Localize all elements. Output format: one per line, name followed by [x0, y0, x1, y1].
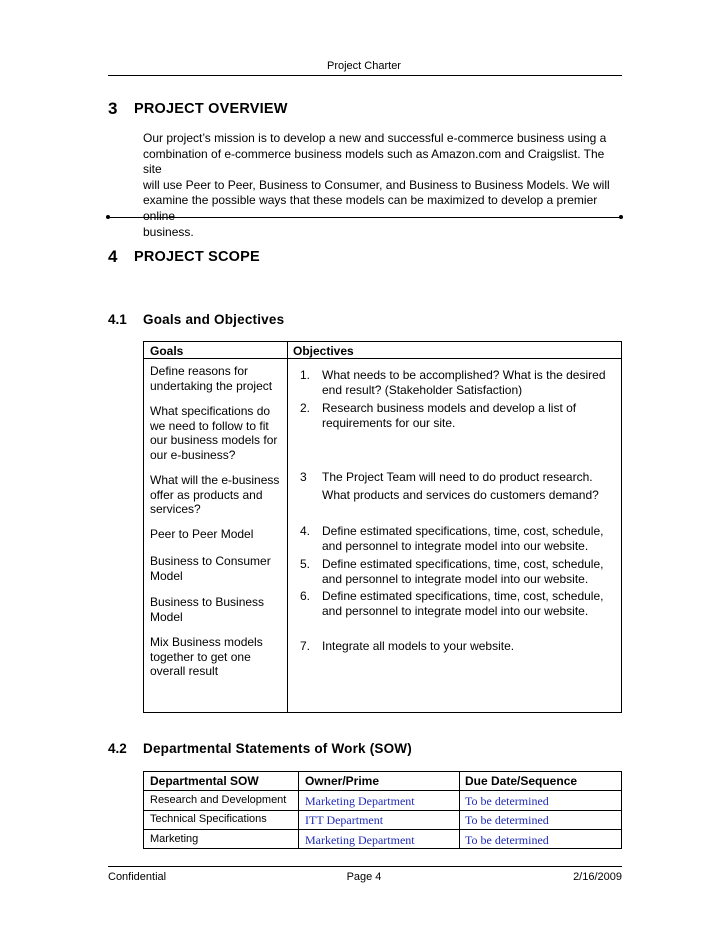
goal-line: together to get one	[150, 649, 251, 664]
objective-number: 3	[300, 470, 307, 484]
objective-line: What needs to be accomplished? What is the desired	[322, 368, 606, 382]
objective-item	[300, 401, 616, 430]
goal-line: we need to follow to fit	[150, 418, 269, 433]
objective-line: end result? (Stakeholder Satisfaction)	[322, 382, 523, 397]
paragraph-line: examine the possible ways that these models can be maximized to develop a premier online	[143, 193, 598, 223]
goal-line: undertaking the project	[150, 378, 273, 393]
objective-item	[300, 589, 616, 618]
objective-item	[300, 557, 616, 586]
footer-page-number: Page 4	[346, 871, 382, 883]
objective-number: 2.	[300, 401, 311, 415]
owner-cell: Marketing Department	[305, 794, 415, 808]
running-header-title: Project Charter	[327, 60, 401, 72]
due-cell: To be determined	[465, 833, 549, 847]
due-cell: To be determined	[465, 794, 549, 808]
objective-line: Define estimated specifications, time, cost, schedule,	[322, 589, 604, 603]
goal-cell	[150, 595, 282, 624]
footer-confidential: Confidential	[108, 871, 167, 883]
paragraph-line: combination of e-commerce business models such as Amazon.com and Craigslist. The site	[143, 146, 605, 177]
sow-column-divider	[298, 771, 299, 849]
goal-line: Business to Consumer	[150, 554, 271, 568]
goal-line: Model	[150, 609, 183, 624]
goal-cell	[150, 554, 282, 583]
paragraph-line: business.	[143, 224, 194, 239]
section-4-number: 4	[108, 247, 118, 266]
table-header-rule	[143, 358, 622, 359]
section-4-1-number: 4.1	[108, 312, 127, 327]
objective-number: 4.	[300, 524, 311, 538]
footer-date: 2/16/2009	[573, 871, 622, 883]
objective-line: and personnel to integrate model into our website.	[322, 571, 589, 586]
goal-line: our business models for	[150, 433, 278, 448]
objective-item	[300, 368, 616, 397]
goals-header: Goals	[150, 344, 184, 358]
sow-column-divider	[459, 771, 460, 849]
footer-rule	[108, 866, 622, 867]
sow-cell: Technical Specifications	[150, 813, 267, 825]
goal-line: Define reasons for	[150, 364, 249, 378]
objective-item	[300, 470, 616, 502]
section-3-number: 3	[108, 99, 118, 118]
goal-line: services?	[150, 502, 201, 517]
objective-number: 1.	[300, 368, 311, 382]
section-divider	[108, 217, 622, 218]
goal-line: overall result	[150, 664, 219, 679]
paragraph-line: Our project’s mission is to develop a new and successful e-commerce business using a	[143, 131, 607, 145]
section-4-2-title: Departmental Statements of Work (SOW)	[143, 741, 412, 756]
section-4-1-title: Goals and Objectives	[143, 312, 285, 327]
goal-cell	[150, 404, 282, 462]
goal-cell	[150, 473, 282, 517]
objective-number: 6.	[300, 589, 311, 603]
goal-line: offer as products and	[150, 487, 263, 502]
owner-cell: Marketing Department	[305, 833, 415, 847]
divider-right-dot	[619, 215, 623, 219]
goal-cell	[150, 364, 282, 393]
sow-cell: Marketing	[150, 833, 199, 845]
section-3-title: PROJECT OVERVIEW	[134, 101, 288, 117]
due-header: Due Date/Sequence	[465, 774, 578, 788]
paragraph-line: will use Peer to Peer, Business to Consumer, and Business to Business Models. We will	[143, 177, 610, 192]
goal-cell	[150, 527, 282, 542]
sow-row-rule	[143, 829, 622, 830]
header-rule	[108, 75, 622, 76]
objective-line: The Project Team will need to do product research.	[322, 470, 593, 484]
goal-line: our e-business?	[150, 447, 236, 462]
objective-line: Define estimated specifications, time, cost, schedule,	[322, 524, 604, 538]
objective-line: Define estimated specifications, time, cost, schedule,	[322, 557, 604, 571]
goal-line: What will the e-business	[150, 473, 280, 487]
objective-line: and personnel to integrate model into our website.	[322, 538, 589, 553]
section-4-2-number: 4.2	[108, 741, 127, 756]
objective-line: requirements for our site.	[322, 415, 456, 430]
goal-line: Mix Business models	[150, 635, 263, 649]
goal-line: Peer to Peer Model	[150, 527, 254, 541]
objective-item	[300, 524, 616, 553]
goal-cell	[150, 635, 282, 679]
objective-item	[300, 639, 616, 654]
goal-line: Business to Business	[150, 595, 265, 609]
sow-cell: Research and Development	[150, 794, 287, 806]
owner-header: Owner/Prime	[305, 774, 380, 788]
project-overview-paragraph	[143, 131, 623, 240]
goal-line: Model	[150, 568, 183, 583]
sow-row-rule	[143, 810, 622, 811]
table-column-divider	[287, 341, 288, 713]
sow-row-rule	[143, 790, 622, 791]
objective-line: and personnel to integrate model into our website.	[322, 603, 589, 618]
divider-left-dot	[106, 215, 110, 219]
due-cell: To be determined	[465, 813, 549, 827]
objective-line: Integrate all models to your website.	[322, 639, 515, 653]
owner-cell: ITT Department	[305, 813, 384, 827]
objective-line: Research business models and develop a list of	[322, 401, 577, 415]
objective-number: 7.	[300, 639, 311, 653]
goal-line: What specifications do	[150, 404, 271, 418]
objective-number: 5.	[300, 557, 311, 571]
objective-line: What products and services do customers demand?	[322, 487, 599, 502]
objectives-header: Objectives	[293, 344, 354, 358]
sow-header: Departmental SOW	[150, 774, 259, 788]
section-4-title: PROJECT SCOPE	[134, 249, 260, 265]
